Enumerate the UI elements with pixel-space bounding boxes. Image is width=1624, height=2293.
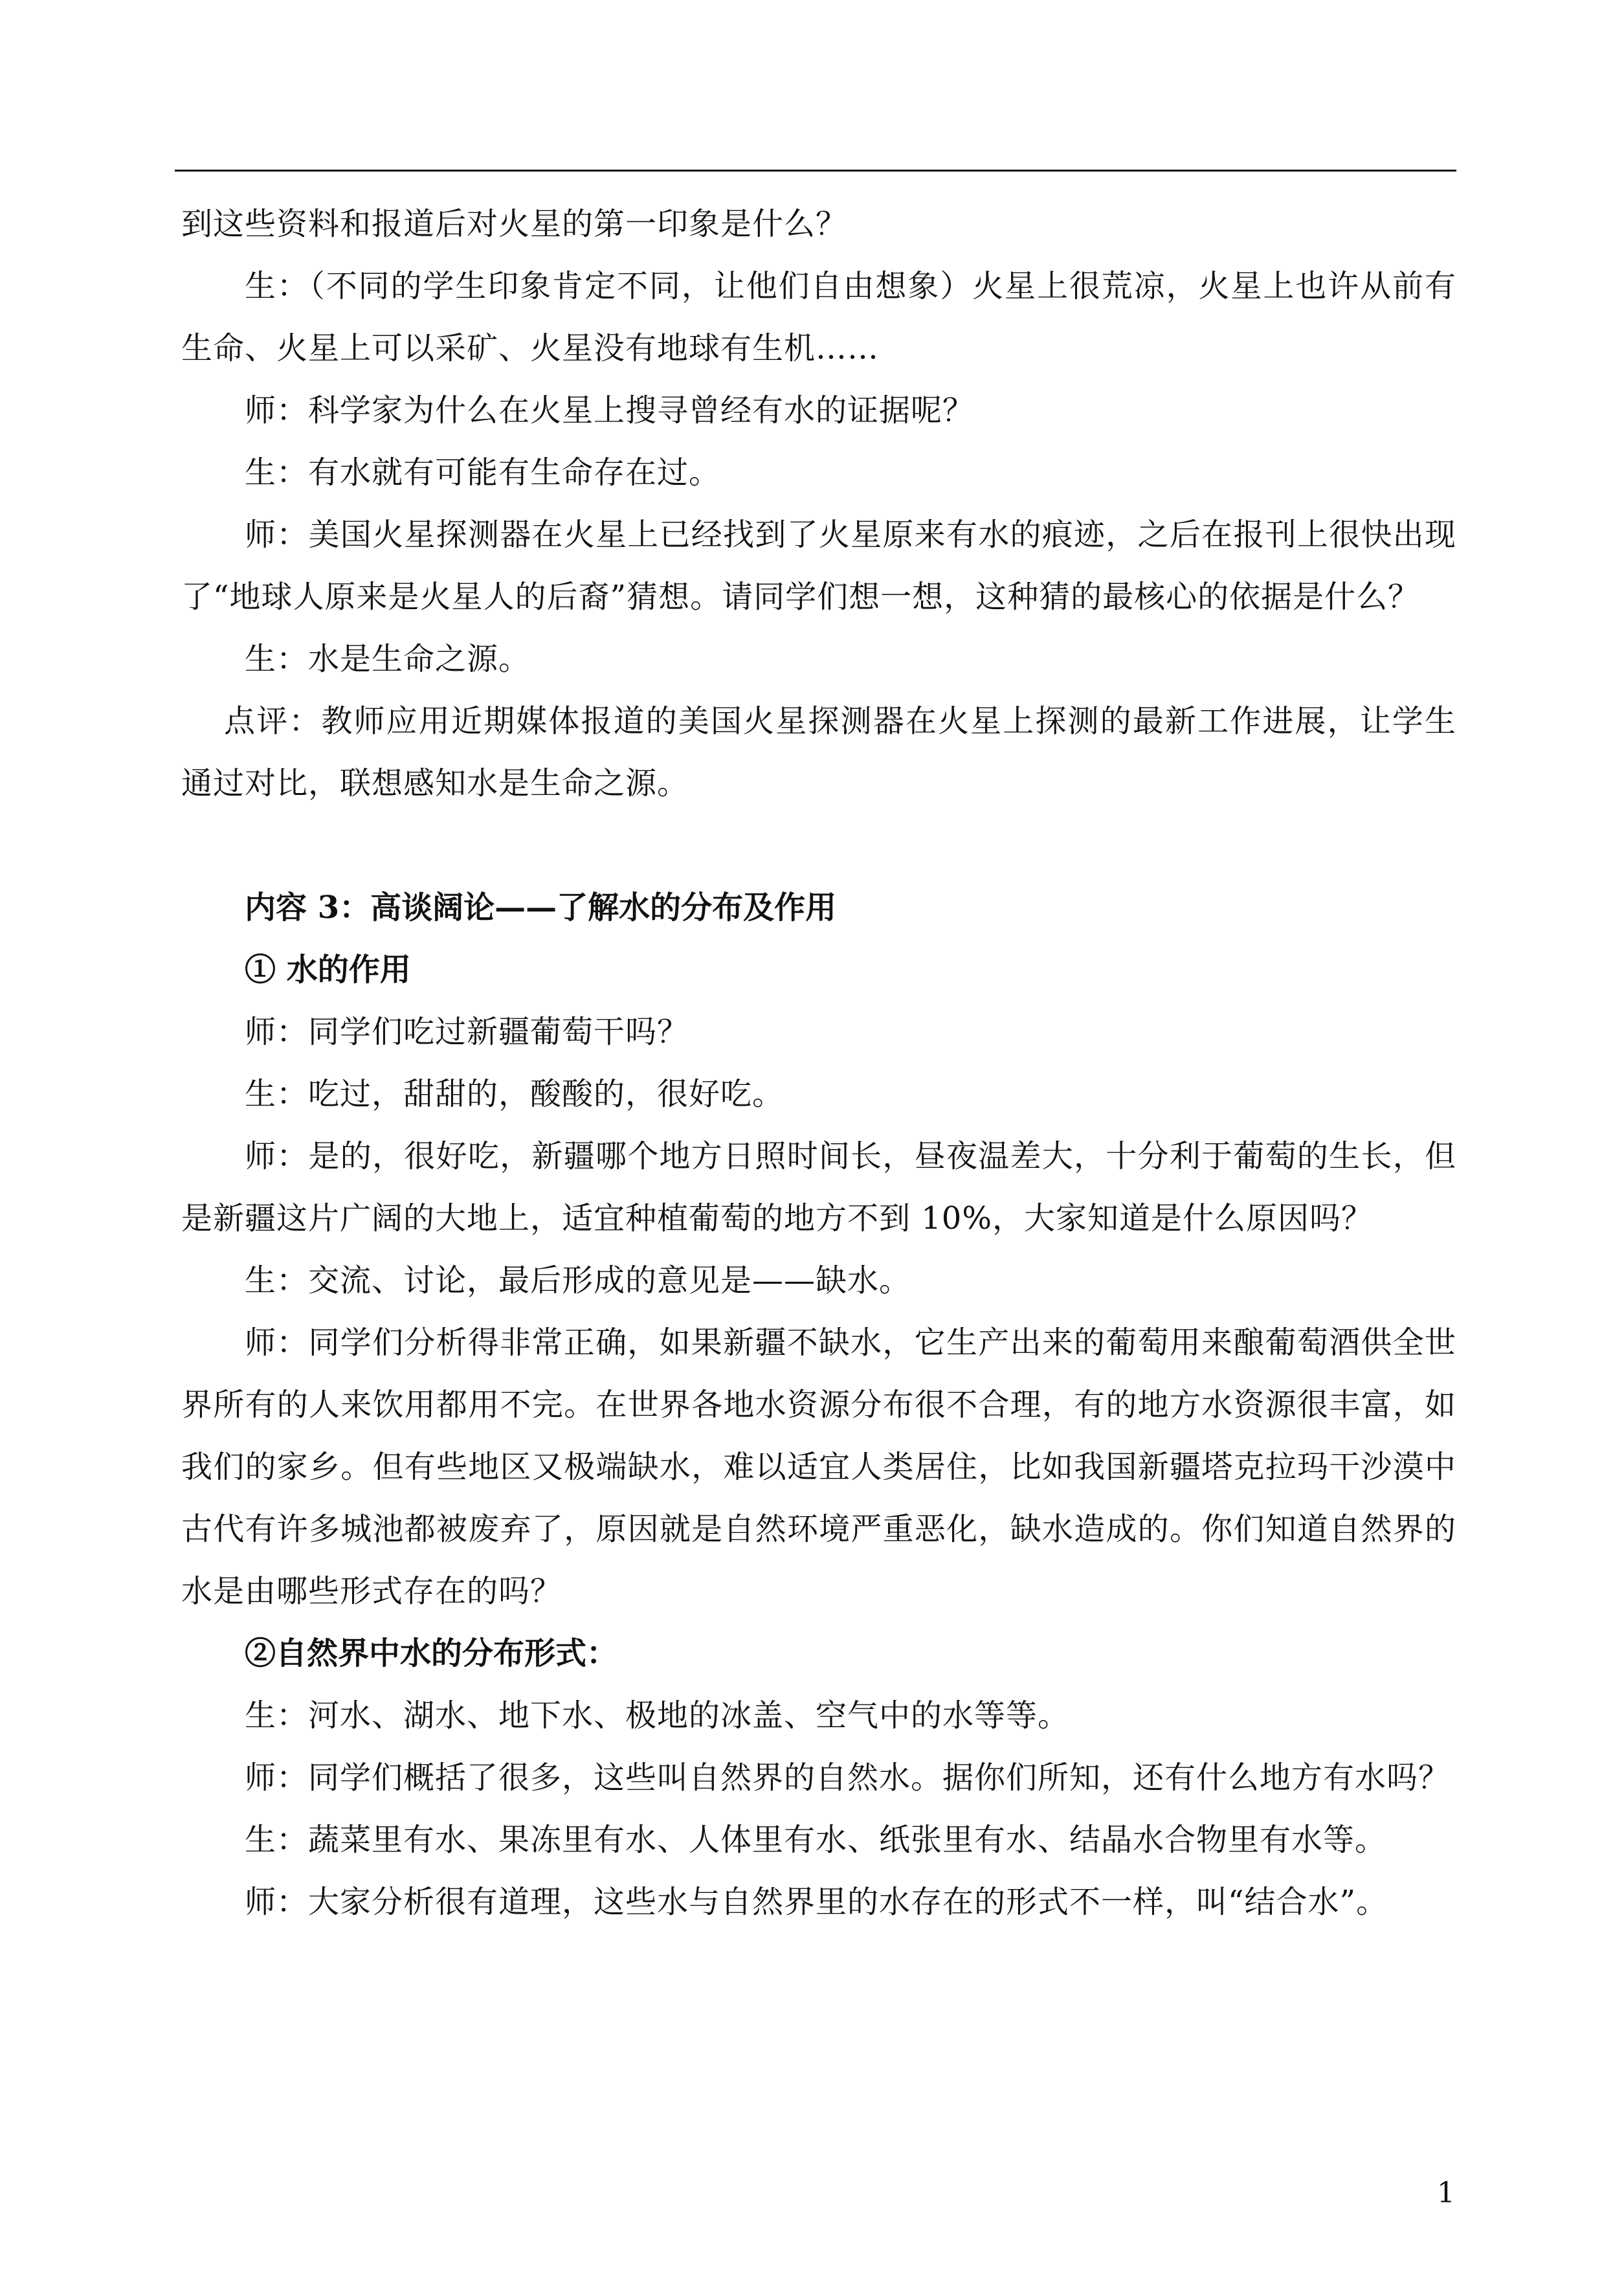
paragraph: 师：是的，很好吃，新疆哪个地方日照时间长，昼夜温差大，十分利于葡萄的生长，但是新疆这片广阔的大地上，适宜种植葡萄的地方不到 10%，大家知道是什么原因吗？ <box>181 1138 1456 1236</box>
paragraph: 师：同学们概括了很多，这些叫自然界的自然水。据你们所知，还有什么地方有水吗？ <box>245 1760 1451 1796</box>
paragraph: 师：同学们吃过新疆葡萄干吗？ <box>245 1014 689 1050</box>
document-body <box>181 193 1456 1933</box>
paragraph: 师：同学们分析得非常正确，如果新疆不缺水，它生产出来的葡萄用来酿葡萄酒供全世界所有的人来饮用都用不完。在世界各地水资源分布很不合理，有的地方水资源很丰富，如我们的家乡。但有些地区又极端缺水，难以适宜人类居住，比如我国新疆塔克拉玛干沙漠中古代有许多城池都被废弃了，原因就是自然环境严重恶化，缺水造成的。你们知道自然界的水是由哪些形式存在的吗？ <box>181 1325 1456 1609</box>
paragraph: 生：河水、湖水、地下水、极地的冰盖、空气中的水等等。 <box>245 1697 1070 1734</box>
paragraph: 师：科学家为什么在火星上搜寻曾经有水的证据呢？ <box>245 392 975 429</box>
subheading-water-distribution: ②自然界中水的分布形式： <box>245 1635 618 1672</box>
blank-line <box>181 814 1456 877</box>
page-number: 1 <box>1437 2176 1455 2209</box>
section-heading: 内容 3：高谈阔论——了解水的分布及作用 <box>245 889 837 926</box>
header-rule <box>175 170 1456 172</box>
paragraph: 到这些资料和报道后对火星的第一印象是什么？ <box>181 206 848 242</box>
subheading-water-role: ① 水的作用 <box>245 952 411 988</box>
paragraph: 生：吃过，甜甜的，酸酸的，很好吃。 <box>245 1076 784 1112</box>
paragraph: 生：蔬菜里有水、果冻里有水、人体里有水、纸张里有水、结晶水合物里有水等。 <box>245 1822 1387 1858</box>
paragraph: 生：有水就有可能有生命存在过。 <box>245 454 721 491</box>
paragraph: 生：（不同的学生印象肯定不同，让他们自由想象）火星上很荒凉，火星上也许从前有生命、火星上可以采矿、火星没有地球有生机…… <box>181 268 1456 366</box>
paragraph: 师：美国火星探测器在火星上已经找到了火星原来有水的痕迹，之后在报刊上很快出现了“地球人原来是火星人的后裔”猜想。请同学们想一想，这种猜的最核心的依据是什么？ <box>181 517 1456 615</box>
paragraph: 师：大家分析很有道理，这些水与自然界里的水存在的形式不一样，叫“结合水”。 <box>245 1884 1388 1920</box>
paragraph: 生：交流、讨论，最后形成的意见是——缺水。 <box>245 1262 911 1299</box>
comment-paragraph: 点评：教师应用近期媒体报道的美国火星探测器在火星上探测的最新工作进展，让学生通过对比，联想感知水是生命之源。 <box>181 703 1456 801</box>
paragraph: 生：水是生命之源。 <box>245 641 531 677</box>
